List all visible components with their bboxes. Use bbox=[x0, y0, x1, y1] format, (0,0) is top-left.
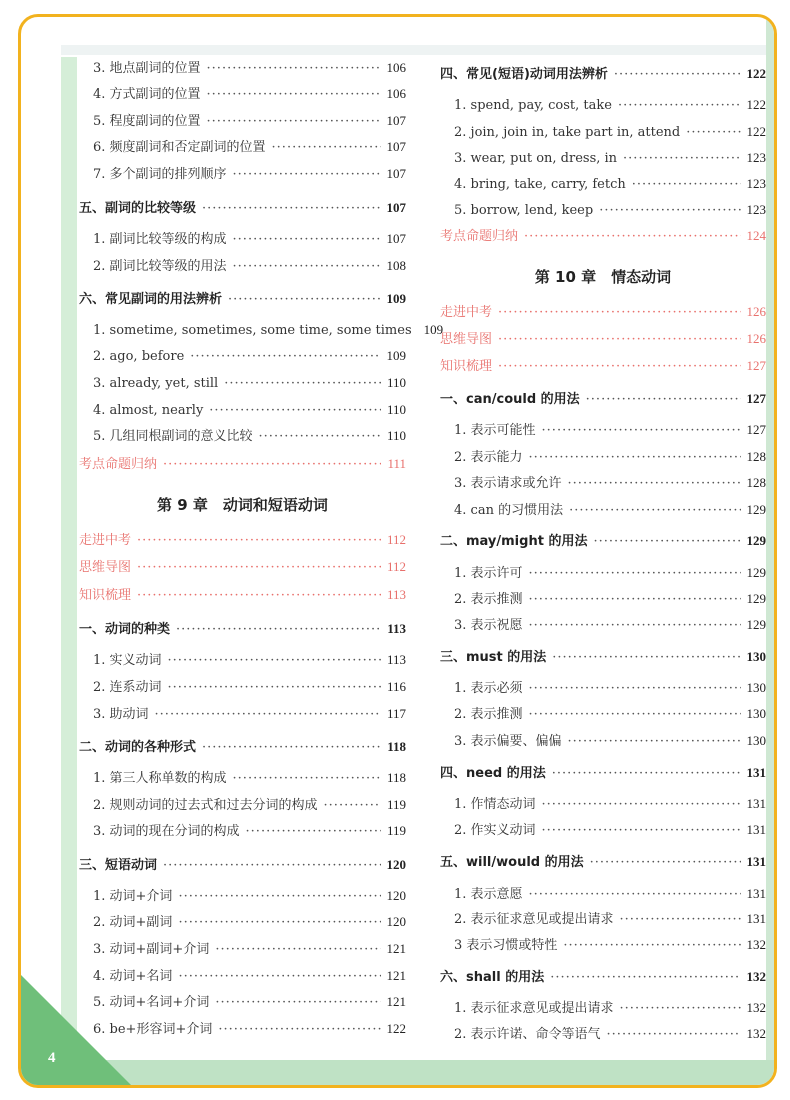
toc-subentry bbox=[93, 428, 406, 445]
dot-leader bbox=[542, 423, 741, 439]
toc-section-entry bbox=[79, 857, 406, 874]
toc-subentry bbox=[93, 968, 406, 985]
dot-leader bbox=[550, 970, 740, 986]
dot-leader bbox=[529, 707, 741, 723]
toc-subentry bbox=[93, 914, 406, 931]
toc-feature-entry bbox=[440, 228, 766, 245]
toc-page-number: 112 bbox=[386, 532, 406, 547]
dot-leader bbox=[246, 824, 381, 840]
toc-entry-title: 五、副词的比较等级 bbox=[79, 201, 197, 216]
dot-leader bbox=[233, 167, 381, 183]
toc-section-entry bbox=[440, 533, 766, 550]
toc-page-number: 128 bbox=[746, 475, 766, 490]
toc-page-number: 109 bbox=[386, 291, 406, 306]
toc-page-number: 130 bbox=[746, 649, 766, 664]
toc-feature-entry bbox=[79, 456, 406, 473]
dot-leader bbox=[224, 376, 381, 392]
toc-entry-title: 六、常见副词的用法辨析 bbox=[79, 292, 223, 307]
toc-section-entry bbox=[440, 969, 766, 986]
bottom-stripe bbox=[21, 1060, 774, 1085]
toc-entry-title: 3. 表示请求或允许 bbox=[454, 476, 562, 491]
toc-page-number: 117 bbox=[386, 706, 406, 721]
toc-subentry bbox=[93, 402, 406, 419]
toc-page-number: 113 bbox=[387, 621, 406, 636]
toc-entry-title: 2. 表示能力 bbox=[454, 450, 523, 465]
dot-leader bbox=[215, 995, 380, 1011]
toc-page-number: 116 bbox=[386, 679, 406, 694]
toc-page-number: 131 bbox=[746, 911, 766, 926]
dot-leader bbox=[218, 1022, 380, 1038]
dot-leader bbox=[233, 771, 381, 787]
toc-page-number: 120 bbox=[386, 914, 406, 929]
toc-subentry bbox=[93, 322, 444, 339]
toc-entry-title: 知识梳理 bbox=[79, 588, 132, 603]
toc-page-number: 123 bbox=[746, 176, 766, 191]
toc-page-number: 107 bbox=[386, 231, 406, 246]
toc-entry-title: 四、常见(短语)动词用法辨析 bbox=[440, 67, 608, 82]
dot-leader bbox=[178, 889, 380, 905]
toc-entry-title: 2. 表示征求意见或提出请求 bbox=[454, 912, 614, 927]
toc-feature-entry bbox=[79, 559, 406, 576]
toc-feature-entry bbox=[79, 532, 406, 549]
dot-leader bbox=[623, 151, 740, 167]
dot-leader bbox=[498, 305, 740, 321]
dot-leader bbox=[324, 798, 381, 814]
toc-subentry bbox=[93, 258, 406, 275]
toc-page-number: 122 bbox=[746, 66, 766, 81]
toc-entry-title: 2. 规则动词的过去式和过去分词的构成 bbox=[93, 798, 318, 813]
toc-page-number: 130 bbox=[746, 680, 766, 695]
toc-subentry bbox=[93, 823, 406, 840]
toc-entry-title: 3. 表示祝愿 bbox=[454, 618, 523, 633]
chapter-title: 第 10 章 情态动词 bbox=[534, 268, 672, 286]
toc-page-number: 132 bbox=[746, 937, 766, 952]
toc-subentry bbox=[93, 375, 406, 392]
toc-entry-title: 2. 表示许诺、命令等语气 bbox=[454, 1027, 601, 1042]
top-stripe bbox=[61, 45, 774, 55]
toc-entry-title: 1. 动词+介词 bbox=[93, 889, 173, 904]
toc-entry-title: 4. can 的习惯用法 bbox=[454, 503, 564, 518]
toc-page-number: 127 bbox=[746, 391, 766, 406]
toc-section-entry bbox=[79, 200, 406, 217]
toc-page-number: 131 bbox=[746, 886, 766, 901]
toc-page-number: 123 bbox=[746, 150, 766, 165]
dot-leader bbox=[259, 429, 381, 445]
toc-feature-entry bbox=[440, 304, 766, 321]
toc-entry-title: 1. sometime, sometimes, some time, some times bbox=[93, 323, 412, 338]
dot-leader bbox=[542, 823, 741, 839]
toc-entry-title: 5. borrow, lend, keep bbox=[454, 203, 594, 218]
toc-page-number: 132 bbox=[746, 969, 766, 984]
toc-entry-title: 5. 几组同根副词的意义比较 bbox=[93, 429, 253, 444]
toc-entry-title: 二、may/might 的用法 bbox=[440, 534, 588, 549]
toc-entry-title: 1. 作情态动词 bbox=[454, 797, 536, 812]
toc-page-number: 129 bbox=[746, 533, 766, 548]
toc-subentry bbox=[454, 886, 766, 903]
toc-entry-title: 思维导图 bbox=[440, 332, 493, 347]
toc-section-entry bbox=[79, 739, 406, 756]
dot-leader bbox=[568, 734, 741, 750]
toc-page-number: 119 bbox=[386, 823, 406, 838]
dot-leader bbox=[137, 560, 381, 576]
toc-subentry bbox=[454, 150, 766, 167]
toc-subentry bbox=[93, 139, 406, 156]
toc-page-number: 107 bbox=[386, 166, 406, 181]
dot-leader bbox=[202, 740, 381, 756]
toc-page-number: 121 bbox=[386, 968, 406, 983]
toc-subentry bbox=[454, 1026, 766, 1043]
toc-page-number: 109 bbox=[386, 348, 406, 363]
toc-entry-title: 3. already, yet, still bbox=[93, 376, 219, 391]
dot-leader bbox=[593, 534, 740, 550]
dot-leader bbox=[529, 681, 741, 697]
toc-entry-title: 3. 表示偏要、偏偏 bbox=[454, 734, 562, 749]
dot-leader bbox=[618, 98, 741, 114]
dot-leader bbox=[529, 566, 741, 582]
toc-entry-title: 考点命题归纳 bbox=[79, 457, 158, 472]
toc-page-number: 106 bbox=[386, 60, 406, 75]
toc-page-number: 129 bbox=[746, 617, 766, 632]
dot-leader bbox=[178, 915, 380, 931]
toc-page-number: 107 bbox=[386, 113, 406, 128]
dot-leader bbox=[529, 592, 741, 608]
toc-page-number: 126 bbox=[746, 331, 766, 346]
toc-page-number: 118 bbox=[387, 739, 406, 754]
toc-entry-title: 4. 动词+名词 bbox=[93, 969, 173, 984]
toc-entry-title: 2. 连系动词 bbox=[93, 680, 162, 695]
toc-page-number: 126 bbox=[746, 304, 766, 319]
dot-leader bbox=[168, 653, 381, 669]
toc-subentry bbox=[93, 679, 406, 696]
toc-subentry bbox=[454, 449, 766, 466]
toc-entry-title: 3. 动词+副词+介词 bbox=[93, 942, 210, 957]
toc-subentry bbox=[93, 652, 406, 669]
dot-leader bbox=[620, 1001, 741, 1017]
left-stripe bbox=[61, 57, 77, 1057]
toc-entry-title: 三、must 的用法 bbox=[440, 650, 547, 665]
toc-subentry bbox=[454, 733, 766, 750]
dot-leader bbox=[686, 125, 740, 141]
toc-page-number: 123 bbox=[746, 202, 766, 217]
toc-subentry bbox=[93, 231, 406, 248]
toc-page-number: 130 bbox=[746, 733, 766, 748]
toc-feature-entry bbox=[440, 358, 766, 375]
dot-leader bbox=[620, 912, 741, 928]
toc-entry-title: 3. wear, put on, dress, in bbox=[454, 151, 618, 166]
toc-page-number: 122 bbox=[746, 124, 766, 139]
toc-page-number: 128 bbox=[746, 449, 766, 464]
toc-subentry bbox=[454, 937, 766, 954]
toc-page-number: 131 bbox=[746, 854, 766, 869]
toc-entry-title: 1. 第三人称单数的构成 bbox=[93, 771, 227, 786]
toc-page-number: 121 bbox=[386, 941, 406, 956]
toc-entry-title: 1. 表示意愿 bbox=[454, 887, 523, 902]
toc-section-entry bbox=[440, 854, 766, 871]
toc-subentry bbox=[93, 706, 406, 723]
page-number: 4 bbox=[48, 1050, 56, 1066]
toc-subentry bbox=[93, 60, 406, 77]
toc-subentry bbox=[454, 617, 766, 634]
toc-subentry bbox=[454, 176, 766, 193]
dot-leader bbox=[586, 392, 741, 408]
toc-entry-title: 六、shall 的用法 bbox=[440, 970, 545, 985]
dot-leader bbox=[632, 177, 741, 193]
toc-page-number: 127 bbox=[746, 358, 766, 373]
dot-leader bbox=[233, 259, 381, 275]
toc-section-entry bbox=[440, 649, 766, 666]
toc-entry-title: 三、短语动词 bbox=[79, 858, 158, 873]
toc-page-number: 110 bbox=[386, 375, 406, 390]
dot-leader bbox=[524, 229, 740, 245]
toc-subentry bbox=[93, 770, 406, 787]
toc-page-number: 106 bbox=[386, 86, 406, 101]
toc-subentry bbox=[454, 822, 766, 839]
toc-section-entry bbox=[440, 391, 766, 408]
toc-entry-title: 3. 动词的现在分词的构成 bbox=[93, 824, 240, 839]
toc-page-number: 129 bbox=[746, 591, 766, 606]
toc-page-number: 110 bbox=[386, 428, 406, 443]
dot-leader bbox=[137, 588, 381, 604]
dot-leader bbox=[607, 1027, 741, 1043]
toc-page-number: 129 bbox=[746, 565, 766, 580]
dot-leader bbox=[498, 332, 740, 348]
dot-leader bbox=[190, 349, 380, 365]
dot-leader bbox=[614, 67, 741, 83]
toc-entry-title: 考点命题归纳 bbox=[440, 229, 519, 244]
dot-leader bbox=[155, 707, 381, 723]
toc-page-number: 121 bbox=[386, 994, 406, 1009]
toc-entry-title: 知识梳理 bbox=[440, 359, 493, 374]
toc-entry-title: 走进中考 bbox=[440, 305, 493, 320]
toc-entry-title: 2. 作实义动词 bbox=[454, 823, 536, 838]
toc-subentry bbox=[454, 124, 766, 141]
dot-leader bbox=[202, 201, 380, 217]
toc-entry-title: 思维导图 bbox=[79, 560, 132, 575]
toc-entry-title: 1. 表示许可 bbox=[454, 566, 523, 581]
toc-subentry bbox=[454, 591, 766, 608]
toc-page-number: 131 bbox=[746, 765, 766, 780]
toc-entry-title: 一、动词的种类 bbox=[79, 622, 171, 637]
dot-leader bbox=[207, 114, 381, 130]
toc-page-number: 122 bbox=[386, 1021, 406, 1036]
dot-leader bbox=[552, 766, 741, 782]
toc-entry-title: 5. 程度副词的位置 bbox=[93, 114, 201, 129]
dot-leader bbox=[233, 232, 381, 248]
toc-feature-entry bbox=[79, 587, 406, 604]
toc-entry-title: 2. 副词比较等级的用法 bbox=[93, 259, 227, 274]
toc-entry-title: 5. 动词+名词+介词 bbox=[93, 995, 210, 1010]
toc-entry-title: 6. 频度副词和否定副词的位置 bbox=[93, 140, 266, 155]
toc-entry-title: 2. 表示推测 bbox=[454, 592, 523, 607]
toc-page-number: 131 bbox=[746, 796, 766, 811]
dot-leader bbox=[569, 503, 740, 519]
toc-entry-title: 1. 表示必须 bbox=[454, 681, 523, 696]
toc-entry-title: 一、can/could 的用法 bbox=[440, 392, 580, 407]
toc-entry-title: 4. almost, nearly bbox=[93, 403, 204, 418]
toc-subentry bbox=[93, 1021, 406, 1038]
toc-subentry bbox=[93, 113, 406, 130]
dot-leader bbox=[529, 450, 741, 466]
toc-entry-title: 2. ago, before bbox=[93, 349, 185, 364]
toc-section-entry bbox=[79, 621, 406, 638]
toc-page-number: 132 bbox=[746, 1000, 766, 1015]
toc-page-number: 109 bbox=[423, 322, 444, 337]
toc-entry-title: 2. 表示推测 bbox=[454, 707, 523, 722]
dot-leader bbox=[207, 87, 381, 103]
toc-entry-title: 1. spend, pay, cost, take bbox=[454, 98, 612, 113]
toc-page-number: 111 bbox=[387, 456, 406, 471]
toc-entry-title: 2. join, join in, take part in, attend bbox=[454, 125, 681, 140]
toc-page-number: 118 bbox=[386, 770, 406, 785]
toc-entry-title: 4. 方式副词的位置 bbox=[93, 87, 201, 102]
toc-page-number: 112 bbox=[386, 559, 406, 574]
dot-leader bbox=[599, 203, 740, 219]
toc-subentry bbox=[93, 941, 406, 958]
toc-subentry bbox=[454, 706, 766, 723]
toc-page-number: 127 bbox=[746, 422, 766, 437]
toc-page-number: 113 bbox=[386, 587, 406, 602]
toc-entry-title: 3. 助动词 bbox=[93, 707, 149, 722]
toc-page-number: 107 bbox=[386, 139, 406, 154]
toc-subentry bbox=[93, 888, 406, 905]
toc-page-number: 124 bbox=[746, 228, 766, 243]
toc-page-number: 130 bbox=[746, 706, 766, 721]
toc-subentry bbox=[93, 994, 406, 1011]
dot-leader bbox=[590, 855, 741, 871]
dot-leader bbox=[137, 533, 381, 549]
dot-leader bbox=[209, 403, 381, 419]
dot-leader bbox=[168, 680, 381, 696]
dot-leader bbox=[163, 457, 381, 473]
toc-entry-title: 1. 表示征求意见或提出请求 bbox=[454, 1001, 614, 1016]
toc-section-entry bbox=[440, 66, 766, 83]
toc-entry-title: 走进中考 bbox=[79, 533, 132, 548]
dot-leader bbox=[563, 938, 740, 954]
dot-leader bbox=[163, 858, 380, 874]
toc-entry-title: 四、need 的用法 bbox=[440, 766, 546, 781]
toc-subentry bbox=[93, 166, 406, 183]
toc-entry-title: 6. be+形容词+介词 bbox=[93, 1022, 213, 1037]
dot-leader bbox=[178, 969, 380, 985]
dot-leader bbox=[542, 797, 741, 813]
toc-page-number: 122 bbox=[746, 97, 766, 112]
toc-page-number: 132 bbox=[746, 1026, 766, 1041]
toc-entry-title: 4. bring, take, carry, fetch bbox=[454, 177, 626, 192]
toc-entry-title: 五、will/would 的用法 bbox=[440, 855, 584, 870]
toc-entry-title: 3 表示习惯或特性 bbox=[454, 938, 558, 953]
toc-subentry bbox=[93, 348, 406, 365]
dot-leader bbox=[498, 359, 740, 375]
dot-leader bbox=[176, 622, 381, 638]
toc-subentry bbox=[454, 202, 766, 219]
toc-subentry bbox=[454, 502, 766, 519]
toc-entry-title: 7. 多个副词的排列顺序 bbox=[93, 167, 227, 182]
dot-leader bbox=[529, 887, 741, 903]
toc-entry-title: 1. 表示可能性 bbox=[454, 423, 536, 438]
toc-subentry bbox=[454, 796, 766, 813]
toc-subentry bbox=[454, 680, 766, 697]
toc-feature-entry bbox=[440, 331, 766, 348]
toc-page-number: 120 bbox=[386, 888, 406, 903]
toc-page-number: 107 bbox=[386, 200, 406, 215]
toc-entry-title: 二、动词的各种形式 bbox=[79, 740, 197, 755]
toc-subentry bbox=[93, 86, 406, 103]
toc-subentry bbox=[454, 1000, 766, 1017]
dot-leader bbox=[552, 650, 740, 666]
toc-page-number: 120 bbox=[386, 857, 406, 872]
dot-leader bbox=[568, 476, 741, 492]
dot-leader bbox=[529, 618, 741, 634]
toc-subentry bbox=[454, 911, 766, 928]
dot-leader bbox=[215, 942, 380, 958]
toc-page-number: 119 bbox=[386, 797, 406, 812]
toc-page-number: 113 bbox=[386, 652, 406, 667]
toc-subentry bbox=[93, 797, 406, 814]
toc-entry-title: 1. 副词比较等级的构成 bbox=[93, 232, 227, 247]
toc-entry-title: 3. 地点副词的位置 bbox=[93, 61, 201, 76]
toc-entry-title: 1. 实义动词 bbox=[93, 653, 162, 668]
toc-page-number: 129 bbox=[746, 502, 766, 517]
toc-subentry bbox=[454, 565, 766, 582]
toc-entry-title: 2. 动词+副词 bbox=[93, 915, 173, 930]
chapter-title: 第 9 章 动词和短语动词 bbox=[157, 496, 328, 514]
right-stripe bbox=[766, 17, 774, 1085]
toc-page-number: 131 bbox=[746, 822, 766, 837]
toc-page-number: 108 bbox=[386, 258, 406, 273]
toc-section-entry bbox=[440, 765, 766, 782]
toc-page-number: 110 bbox=[386, 402, 406, 417]
toc-subentry bbox=[454, 475, 766, 492]
toc-subentry bbox=[454, 97, 766, 114]
toc-subentry bbox=[454, 422, 766, 439]
dot-leader bbox=[207, 61, 381, 77]
dot-leader bbox=[272, 140, 381, 156]
toc-section-entry bbox=[79, 291, 406, 308]
dot-leader bbox=[228, 292, 380, 308]
